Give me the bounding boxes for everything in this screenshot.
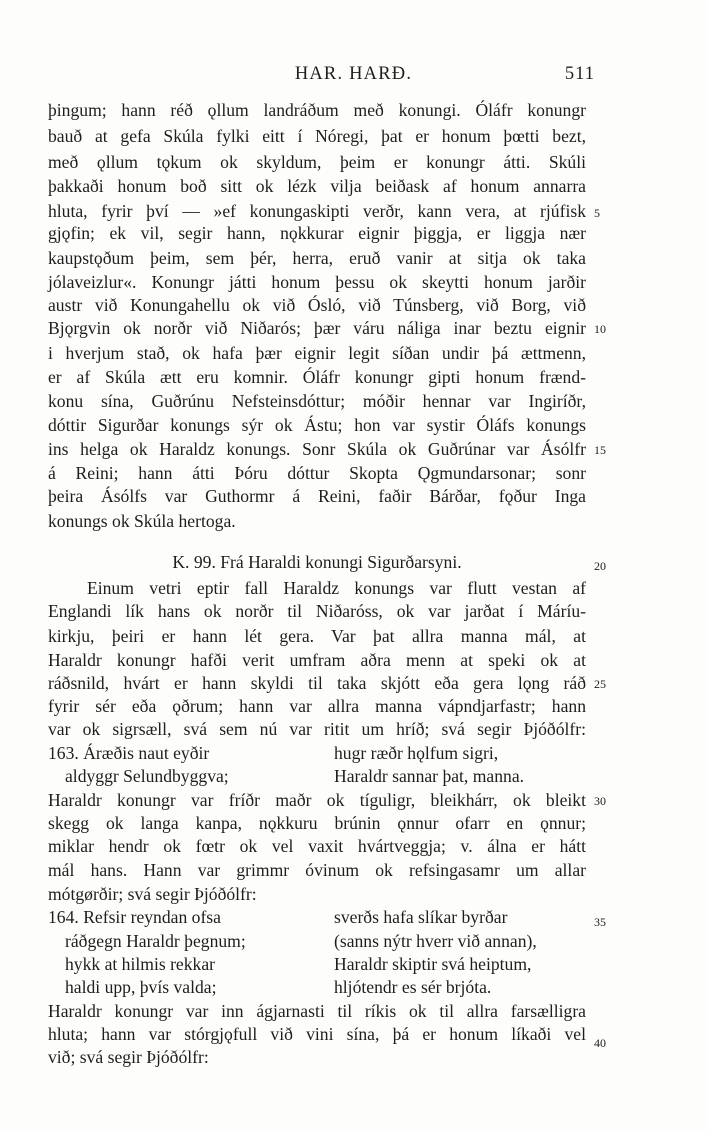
text-line: kaupstǫðum þeim, sem þér, herra, eruð vanir at sitja ok taka — [48, 248, 586, 268]
verse-line: hljótendr es sér brjóta. — [334, 977, 492, 997]
verse-line: ráðgegn Haraldr þegnum; — [65, 931, 246, 951]
page-number: 511 — [564, 64, 595, 84]
text-line: þeira Ásólfs var Guthormr á Reini, faðir Bárðar, fǫður Inga — [48, 486, 586, 506]
text-line: i hverjum stað, ok hafa þær eignir legit síðan undir þá ættmenn, — [48, 343, 586, 363]
line-number: 35 — [594, 915, 606, 929]
text-line: jólaveizlur«. Konungr játti honum þessu ok skeytti honum jarðir — [48, 272, 586, 292]
verse-line: Haraldr skiptir svá heiptum, — [334, 954, 532, 974]
text-line: mál hans. Hann var grimmr óvinum ok refsingasamr um allar — [48, 860, 586, 880]
text-line: miklar hendr ok fœtr ok vel vaxit hvártveggja; v. álna er hátt — [48, 836, 586, 856]
text-line: hluta, fyrir því — »ef konungaskipti verðr, kann vera, at rjúfisk — [48, 201, 586, 221]
text-line: gjǫfin; ek vil, segir hann, nǫkkurar eignir þiggja, er liggja nær — [48, 223, 586, 243]
text-line: dóttir Sigurðar konungs sýr ok Ástu; hon var systir Óláfs konungs — [48, 415, 586, 435]
line-number: 15 — [594, 443, 606, 457]
text-line: ins helga ok Haraldz konungs. Sonr Skúla ok Guðrúnar var Ásólfr — [48, 439, 586, 459]
line-number: 25 — [594, 677, 606, 691]
verse-line: haldi upp, þvís valda; — [65, 977, 217, 997]
text-line: ráðsnild, hvárt er hann skyldi til taka skjótt eða gera lǫng ráð — [48, 673, 586, 693]
text-line: hluta; hann var stórgjǫfull við vini sína, þá er honum líkaði vel — [48, 1024, 586, 1044]
line-number: 40 — [594, 1036, 606, 1050]
text-line: Haraldr konungr hafði verit umfram aðra menn at speki ok at — [48, 650, 586, 670]
text-line: Einum vetri eptir fall Haraldz konungs var flutt vestan af — [87, 578, 586, 598]
text-line: fyrir sér eða ǫðrum; hann var allra manna vápndjarfastr; hann — [48, 696, 586, 716]
text-line: Bjǫrgvin ok norðr við Niðarós; þær váru náliga inar beztu eignir — [48, 318, 586, 338]
text-line: konungs ok Skúla hertoga. — [48, 511, 236, 531]
text-line: er af Skúla ætt eru komnir. Óláfr konungr gipti honum frænd- — [48, 367, 586, 387]
text-line: Englandi lík hans ok norðr til Niðaróss, ok var jarðat í Máríu- — [48, 601, 586, 621]
verse-line: 164. Refsir reyndan ofsa — [48, 907, 221, 927]
text-line: austr við Konungahellu ok við Ósló, við Túnsberg, við Borg, við — [48, 295, 586, 315]
text-line: þingum; hann réð ǫllum landráðum með konungi. Óláfr konungr — [48, 100, 586, 120]
line-number: 20 — [594, 559, 606, 573]
running-header: HAR. HARÐ. — [294, 64, 413, 84]
line-number: 10 — [594, 322, 606, 336]
verse-line: aldyggr Selundbyggva; — [65, 766, 229, 786]
text-line: var ok sigrsæll, svá sem nú var ritit um hríð; svá segir Þjóðólfr: — [48, 719, 586, 739]
text-line: þakkaði honum boð sitt ok lézk vilja beiðask af honum annarra — [48, 176, 586, 196]
text-line: Haraldr konungr var inn ágjarnasti til ríkis ok til allra farsælligra — [48, 1001, 586, 1021]
text-line: bauð at gefa Skúla fylki eitt í Nóregi, þat er honum þœtti bezt, — [48, 126, 586, 146]
text-line: skegg ok langa kanpa, nǫkkuru brúnin ǫnnur ofarr en ǫnnur; — [48, 813, 586, 833]
verse-line: sverðs hafa slíkar byrðar — [334, 907, 508, 927]
text-line: á Reini; hann átti Þóru dóttur Skopta Ǫgmundarsonar; sonr — [48, 463, 586, 483]
text-line: mótgørðir; svá segir Þjóðólfr: — [48, 884, 257, 904]
line-number: 30 — [594, 794, 606, 808]
verse-line: Haraldr sannar þat, manna. — [334, 766, 525, 786]
text-line: kirkju, þeiri er hann lét gera. Var þat allra manna mál, at — [48, 626, 586, 646]
text-line: konu sína, Guðrúnu Nefsteinsdóttur; móðir hennar var Ingiríðr, — [48, 391, 586, 411]
text-line: við; svá segir Þjóðólfr: — [48, 1047, 209, 1067]
verse-line: 163. Áræðis naut eyðir — [48, 743, 210, 763]
verse-line: hugr ræðr hǫlfum sigri, — [334, 743, 499, 763]
verse-line: (sanns nýtr hverr við annan), — [334, 931, 537, 951]
chapter-heading: K. 99. Frá Haraldi konungi Sigurðarsyni. — [172, 552, 462, 572]
text-line: Haraldr konungr var fríðr maðr ok tíguligr, bleikhárr, ok bleikt — [48, 790, 586, 810]
verse-line: hykk at hilmis rekkar — [65, 954, 216, 974]
text-line: með ǫllum tǫkum ok skyldum, þeim er konungr átti. Skúli — [48, 152, 586, 172]
line-number: 5 — [594, 206, 600, 220]
